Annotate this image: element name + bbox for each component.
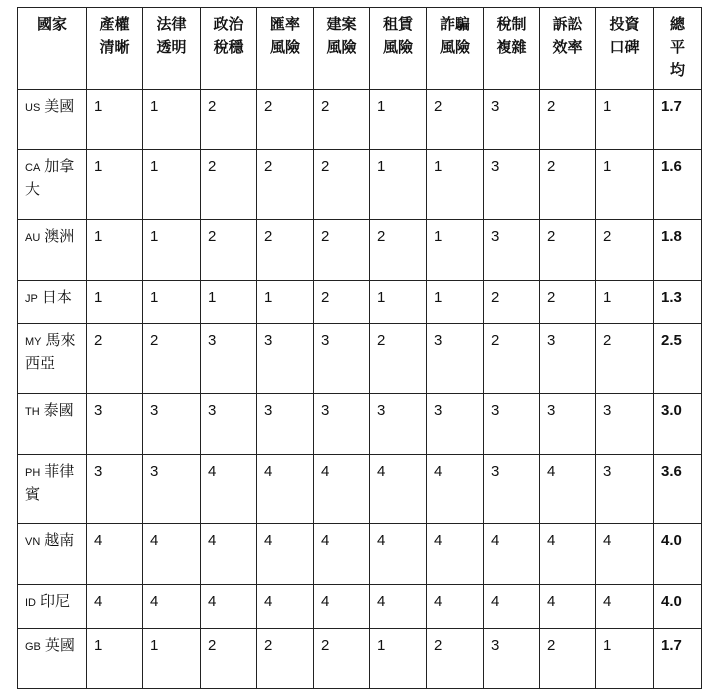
country-name: 菲律賓 <box>25 463 75 503</box>
country-code: CA <box>25 162 41 174</box>
score-cell: 3 <box>314 394 370 455</box>
table-row <box>18 220 702 281</box>
score-cell: 1 <box>87 281 143 324</box>
score-cell: 3 <box>484 220 540 281</box>
average-cell: 1.7 <box>654 90 702 150</box>
country-name: 越南 <box>44 532 75 549</box>
country-name: 加拿大 <box>25 158 75 198</box>
score-cell: 1 <box>370 150 427 220</box>
score-cell: 1 <box>143 90 201 150</box>
average-cell: 4.0 <box>654 524 702 585</box>
score-cell: 2 <box>314 150 370 220</box>
country-cell <box>18 324 87 394</box>
table-row <box>18 629 702 689</box>
table-row <box>18 281 702 324</box>
score-cell: 4 <box>143 524 201 585</box>
score-cell: 1 <box>143 150 201 220</box>
score-cell: 4 <box>484 585 540 629</box>
score-cell: 3 <box>427 324 484 394</box>
score-cell: 4 <box>370 455 427 524</box>
score-cell: 2 <box>87 324 143 394</box>
country-cell <box>18 150 87 220</box>
column-header <box>484 8 540 90</box>
column-header <box>18 8 87 90</box>
score-cell: 2 <box>540 281 596 324</box>
country-name: 澳洲 <box>44 228 75 245</box>
score-cell: 2 <box>314 281 370 324</box>
score-cell: 3 <box>87 394 143 455</box>
score-cell: 2 <box>143 324 201 394</box>
country-name: 馬來西亞 <box>25 332 76 372</box>
table-row <box>18 324 702 394</box>
score-cell: 4 <box>596 524 654 585</box>
score-cell: 2 <box>201 220 257 281</box>
column-header-label: 產權清晰 <box>99 16 130 56</box>
score-cell: 3 <box>370 394 427 455</box>
score-cell: 3 <box>257 324 314 394</box>
score-cell: 3 <box>427 394 484 455</box>
column-header <box>370 8 427 90</box>
table-row <box>18 524 702 585</box>
country-code: JP <box>25 293 38 305</box>
column-header-label: 稅制複雜 <box>496 16 527 56</box>
score-cell: 1 <box>87 90 143 150</box>
average-cell: 1.7 <box>654 629 702 689</box>
score-cell: 1 <box>257 281 314 324</box>
column-header-label: 國家 <box>36 16 67 33</box>
score-cell: 3 <box>484 90 540 150</box>
score-cell: 2 <box>314 220 370 281</box>
score-cell: 3 <box>201 324 257 394</box>
average-cell: 2.5 <box>654 324 702 394</box>
average-cell: 4.0 <box>654 585 702 629</box>
table-row <box>18 455 702 524</box>
score-cell: 4 <box>540 524 596 585</box>
score-cell: 2 <box>370 220 427 281</box>
score-cell: 1 <box>87 629 143 689</box>
score-cell: 4 <box>201 524 257 585</box>
score-cell: 3 <box>540 324 596 394</box>
score-cell: 4 <box>87 585 143 629</box>
country-cell <box>18 629 87 689</box>
score-cell: 2 <box>596 220 654 281</box>
score-cell: 4 <box>257 524 314 585</box>
country-code: GB <box>25 641 41 653</box>
score-cell: 2 <box>427 629 484 689</box>
score-cell: 3 <box>484 455 540 524</box>
average-cell: 1.8 <box>654 220 702 281</box>
score-cell: 1 <box>143 281 201 324</box>
column-header <box>201 8 257 90</box>
score-cell: 3 <box>257 394 314 455</box>
score-cell: 1 <box>596 281 654 324</box>
score-cell: 1 <box>596 150 654 220</box>
score-cell: 2 <box>201 629 257 689</box>
score-cell: 4 <box>87 524 143 585</box>
country-name: 泰國 <box>43 402 74 419</box>
score-cell: 4 <box>596 585 654 629</box>
score-cell: 2 <box>540 150 596 220</box>
column-header-label: 法律透明 <box>156 16 187 56</box>
column-header <box>257 8 314 90</box>
score-cell: 1 <box>87 220 143 281</box>
average-cell: 3.0 <box>654 394 702 455</box>
score-cell: 3 <box>201 394 257 455</box>
score-cell: 2 <box>484 281 540 324</box>
column-header <box>143 8 201 90</box>
column-header-label: 投資口碑 <box>609 16 640 56</box>
column-header-label: 詐騙風險 <box>439 16 470 56</box>
score-cell: 1 <box>370 90 427 150</box>
score-cell: 3 <box>314 324 370 394</box>
average-cell: 1.6 <box>654 150 702 220</box>
score-cell: 2 <box>314 90 370 150</box>
column-header <box>654 8 702 90</box>
score-cell: 4 <box>314 524 370 585</box>
country-code: TH <box>25 406 40 418</box>
score-cell: 2 <box>201 90 257 150</box>
score-cell: 4 <box>314 585 370 629</box>
score-cell: 1 <box>370 281 427 324</box>
country-cell <box>18 455 87 524</box>
column-header-label: 總平均 <box>669 16 685 79</box>
country-code: MY <box>25 336 42 348</box>
country-risk-table <box>17 7 702 689</box>
score-cell: 2 <box>257 90 314 150</box>
score-cell: 1 <box>143 629 201 689</box>
score-cell: 1 <box>596 629 654 689</box>
table-row <box>18 150 702 220</box>
score-cell: 4 <box>427 455 484 524</box>
score-cell: 2 <box>257 629 314 689</box>
score-cell: 4 <box>540 455 596 524</box>
header-row <box>18 8 702 90</box>
country-code: PH <box>25 467 41 479</box>
score-cell: 2 <box>257 150 314 220</box>
column-header <box>427 8 484 90</box>
score-cell: 1 <box>427 150 484 220</box>
score-cell: 3 <box>87 455 143 524</box>
score-cell: 4 <box>540 585 596 629</box>
country-cell <box>18 394 87 455</box>
column-header-label: 建案風險 <box>326 16 357 56</box>
country-name: 美國 <box>44 98 75 115</box>
score-cell: 2 <box>596 324 654 394</box>
score-cell: 3 <box>596 455 654 524</box>
score-cell: 1 <box>143 220 201 281</box>
score-cell: 1 <box>596 90 654 150</box>
score-cell: 3 <box>596 394 654 455</box>
average-cell: 1.3 <box>654 281 702 324</box>
score-cell: 4 <box>484 524 540 585</box>
score-cell: 4 <box>201 455 257 524</box>
country-code: ID <box>25 597 36 609</box>
score-cell: 3 <box>143 455 201 524</box>
column-header <box>540 8 596 90</box>
table-row <box>18 394 702 455</box>
score-cell: 1 <box>427 220 484 281</box>
score-cell: 4 <box>257 585 314 629</box>
score-cell: 3 <box>484 629 540 689</box>
score-cell: 3 <box>484 150 540 220</box>
score-cell: 2 <box>201 150 257 220</box>
score-cell: 4 <box>370 524 427 585</box>
column-header-label: 租賃風險 <box>382 16 413 56</box>
country-code: US <box>25 102 41 114</box>
country-cell <box>18 585 87 629</box>
score-cell: 1 <box>370 629 427 689</box>
score-cell: 1 <box>427 281 484 324</box>
country-cell <box>18 281 87 324</box>
score-cell: 3 <box>484 394 540 455</box>
column-header-label: 匯率風險 <box>269 16 300 56</box>
score-cell: 2 <box>427 90 484 150</box>
column-header <box>596 8 654 90</box>
table-row <box>18 585 702 629</box>
score-cell: 2 <box>484 324 540 394</box>
score-cell: 4 <box>427 585 484 629</box>
column-header <box>314 8 370 90</box>
score-cell: 2 <box>540 629 596 689</box>
score-cell: 2 <box>540 220 596 281</box>
column-header-label: 訴訟效率 <box>552 16 583 56</box>
score-cell: 4 <box>314 455 370 524</box>
score-cell: 2 <box>257 220 314 281</box>
score-cell: 4 <box>427 524 484 585</box>
score-cell: 4 <box>370 585 427 629</box>
score-cell: 2 <box>540 90 596 150</box>
country-name: 英國 <box>44 637 75 654</box>
score-cell: 4 <box>201 585 257 629</box>
country-code: AU <box>25 232 41 244</box>
country-name: 日本 <box>41 289 72 306</box>
score-cell: 4 <box>257 455 314 524</box>
country-cell <box>18 220 87 281</box>
country-cell <box>18 90 87 150</box>
average-cell: 3.6 <box>654 455 702 524</box>
score-cell: 3 <box>540 394 596 455</box>
table-row <box>18 90 702 150</box>
country-cell <box>18 524 87 585</box>
score-cell: 1 <box>201 281 257 324</box>
country-name: 印尼 <box>40 593 71 610</box>
column-header <box>87 8 143 90</box>
country-code: VN <box>25 536 41 548</box>
score-cell: 2 <box>314 629 370 689</box>
score-cell: 3 <box>143 394 201 455</box>
score-cell: 1 <box>87 150 143 220</box>
column-header-label: 政治稅穩 <box>213 16 244 56</box>
score-cell: 4 <box>143 585 201 629</box>
score-cell: 2 <box>370 324 427 394</box>
